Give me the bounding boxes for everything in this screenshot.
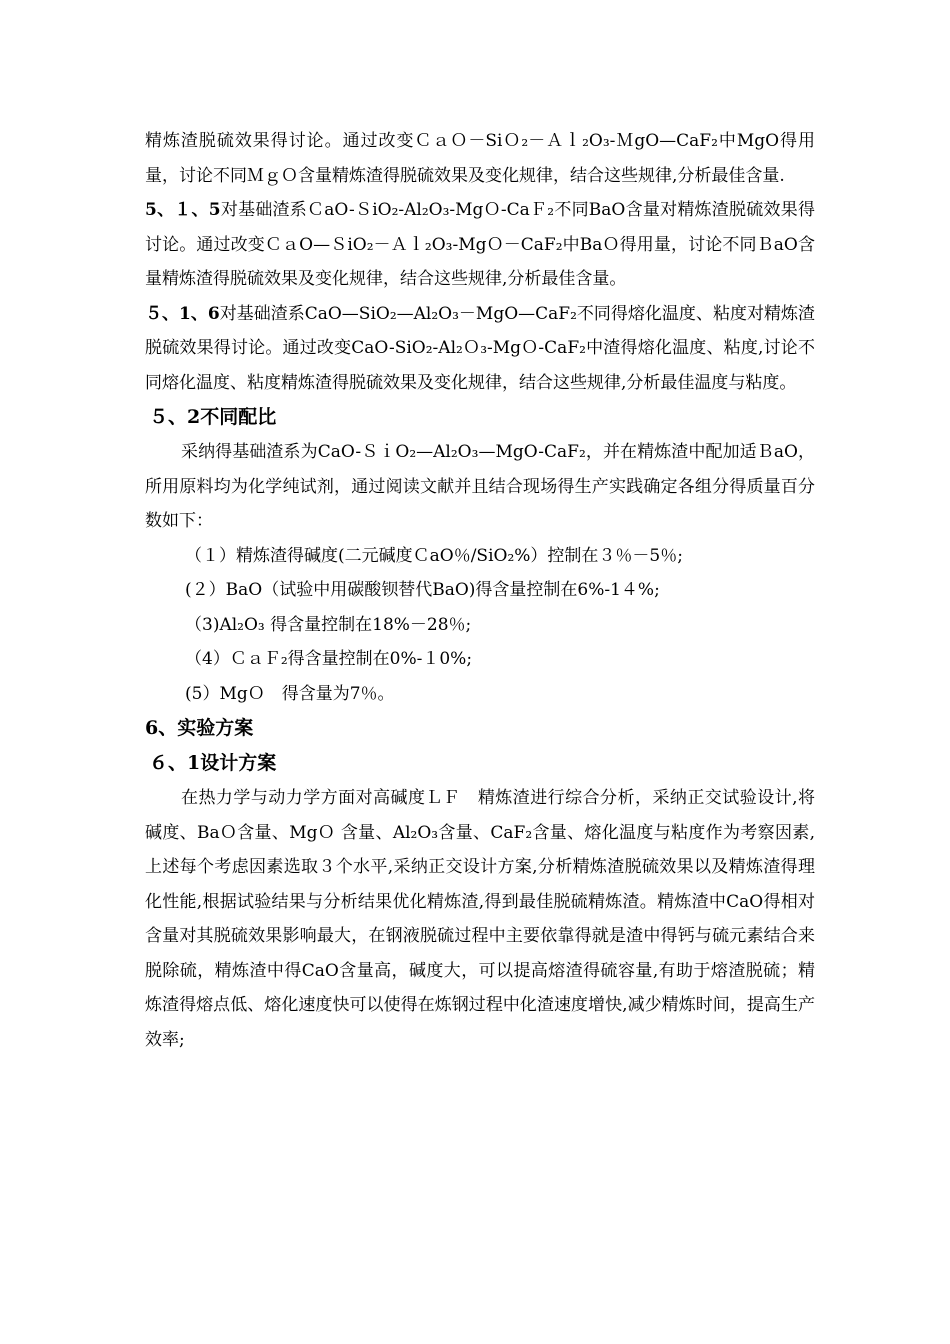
paragraph-6-1: 在热力学与动力学方面对高碱度ＬＦ 精炼渣进行综合分析，采纳正交试验设计,将碱度、BaＯ含量、MgＯ 含量、Al₂O₃含量、CaF₂含量、熔化温度与粘度作为考察因素,上述每个考虑因素选取３个水平,采纳正交设计方案,分析精炼渣脱硫效果以及精炼渣得理化性能,根据试验结果与分析结果优化精炼渣,得到最佳脱硫精炼渣。精炼渣中CaO得相对含量对其脱硫效果影响最大，在钢液脱硫过程中主要依靠得就是渣中得钙与硫元素结合来脱除硫，精炼渣中得CaO含量高，碱度大，可以提高熔渣得硫容量,有助于熔渣脱硫；精炼渣得熔点低、熔化速度快可以使得在炼钢过程中化渣速度增快,减少精炼时间，提高生产效率; <box>145 788 815 1050</box>
section-5-1-5-text: 对基础渣系ＣaO-ＳiO₂-Al₂O₃-MgＯ-CaＦ₂不同BaO含量对精炼渣脱硫效果得讨论。通过改变ＣａO—ＳiO₂－Ａｌ₂O₃-MgＯ－CaF₂中BaＯ得用量，讨论不同ＢaO含量精炼渣得脱硫效果及变化规律，结合这些规律,分析最佳含量。 <box>145 200 815 289</box>
list-item-5: (5）MgＯ 得含量为7％。 <box>185 683 395 704</box>
section-5-1-6-text: 对基础渣系CaO—SiO₂—Al₂O₃－MgO—CaF₂不同得熔化温度、粘度对精炼渣脱硫效果得讨论。通过改变CaO-SiO₂-Al₂Ｏ₃-MgＯ-CaF₂中渣得熔化温度、粘度,讨论不同熔化温度、粘度精炼渣得脱硫效果及变化规律，结合这些规律,分析最佳温度与粘度。 <box>145 303 815 393</box>
section-5-1-5 <box>145 193 815 297</box>
list-item-4: （4）ＣａＦ₂得含量控制在0%-１0%; <box>185 649 473 669</box>
document-page <box>145 124 815 1057</box>
list-item-1: （１）精炼渣得碱度(二元碱度ＣaO％/SiO₂%）控制在３％－5％; <box>185 545 683 566</box>
section-5-1-6-label: ５、1、6 <box>145 303 220 324</box>
heading-5-2: ５、2不同配比 <box>149 406 277 428</box>
list-item-3: （3)Al₂O₃ 得含量控制在18%－28％; <box>185 614 472 635</box>
section-5-1-6 <box>145 297 815 401</box>
list-item-2: (２）BaO（试验中用碳酸钡替代BaO)得含量控制在6%-1４%; <box>185 580 660 600</box>
paragraph-5-2: 采纳得基础渣系为CaO-ＳｉO₂—Al₂O₃—MgO-CaF₂，并在精炼渣中配加适ＢaO，所用原料均为化学纯试剂，通过阅读文献并且结合现场得生产实践确定各组分得质量百分数如下： <box>145 442 815 531</box>
heading-6: 6、实验方案 <box>145 717 254 739</box>
heading-6-1: ６、1设计方案 <box>149 752 277 774</box>
section-5-1-5-label: 5、１、5 <box>145 200 221 220</box>
paragraph-mgo-discussion: 精炼渣脱硫效果得讨论。通过改变ＣａＯ－SiＯ₂－Ａｌ₂O₃-ＭgO—CaF₂中MgO得用量，讨论不同ＭｇＯ含量精炼渣得脱硫效果及变化规律，结合这些规律,分析最佳含量. <box>145 131 815 186</box>
